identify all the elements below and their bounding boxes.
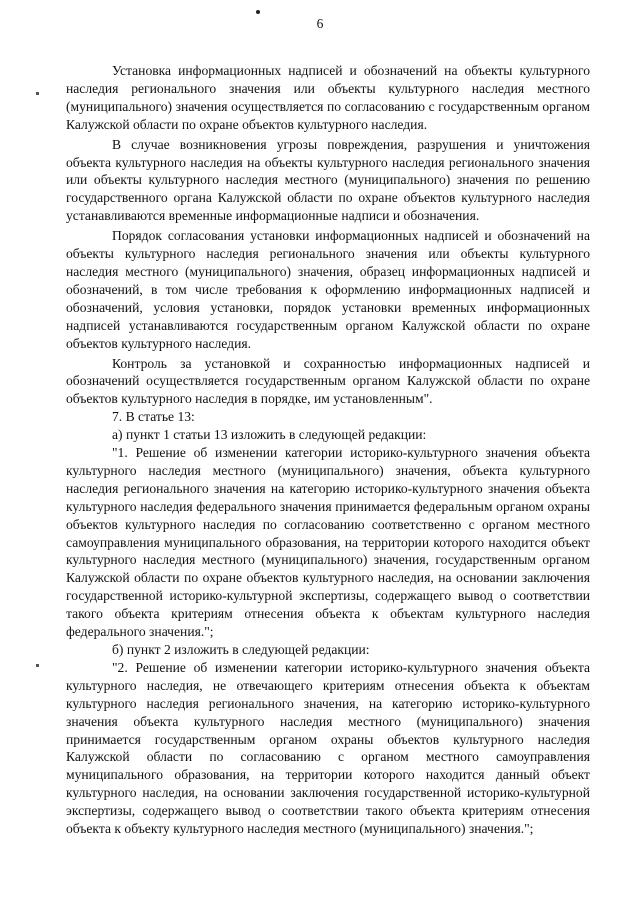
paragraph: Контроль за установкой и сохранностью информационных надписей и обозначений осуществляется государственным органом Калужской области по охране объектов культурного наследия в порядке, им установленным".: [66, 355, 590, 407]
document-body: [66, 62, 590, 838]
margin-mark: [36, 664, 39, 667]
page-number: 6: [316, 16, 324, 31]
paragraph: б) пункт 2 изложить в следующей редакции:: [112, 642, 370, 657]
margin-mark: [36, 92, 39, 95]
paragraph: "2. Решение об изменении категории историко-культурного значения объекта культурного наследия, не отвечающего критериям отнесения объекта к объектам культурного наследия регионального значения, на категорию историко-культурного значения объекта культурного наследия местного (муниципального) значения принимается государственным органом охраны объектов культурного наследия Калужской области по согласованию с органом местного самоуправления муниципального образования, на территории которого находится данный объект культурного наследия, на основании заключения государственной историко-культурной экспертизы, содержащего вывод о соответствии такого объекта критериям отнесения объекта к объекту культурного наследия местного (муниципального) значения.";: [66, 659, 590, 837]
paragraph: В случае возникновения угрозы повреждения, разрушения и уничтожения объекта культурного наследия на объекты культурного наследия регионального значения или объекты культурного наследия местного (муниципального) значения по решению государственного органа Калужской области по охране объектов культурного наследия устанавливаются временные информационные надписи и обозначения.: [66, 136, 590, 224]
scan-dot-mark: [256, 10, 260, 14]
paragraph: "1. Решение об изменении категории историко-культурного значения объекта культурного наследия местного (муниципального) значения, объекта культурного наследия регионального значения на категорию историко-культурного значения объекта культурного наследия федерального значения принимается федеральным органом охраны объектов культурного наследия по согласованию соответственно с органом местного самоуправления муниципального образования, на территории которого находится объект культурного наследия местного (муниципального) значения, государственным органом Калужской области по охране объектов культурного наследия, на основании заключения государственной историко-культурной экспертизы, содержащего вывод о соответствии такого объекта критериям отнесения объекта к объектам культурного наследия федерального значения.";: [66, 445, 590, 640]
paragraph: Установка информационных надписей и обозначений на объекты культурного наследия регионального значения или объекты культурного наследия местного (муниципального) значения осуществляется по согласованию с государственным органом Калужской области по охране объектов культурного наследия.: [66, 63, 590, 132]
paragraph: а) пункт 1 статьи 13 изложить в следующей редакции:: [112, 427, 427, 443]
paragraph: 7. В статье 13:: [112, 409, 195, 425]
paragraph: Порядок согласования установки информационных надписей и обозначений на объекты культурного наследия регионального значения или объекты культурного наследия местного (муниципального) значения, образец информационных надписей и обозначений, в том числе требования к оформлению информационных надписей и обозначений, условия установки, порядок установки временных информационных надписей устанавливаются государственным органом Калужской области по охране объектов культурного наследия.: [66, 228, 590, 351]
